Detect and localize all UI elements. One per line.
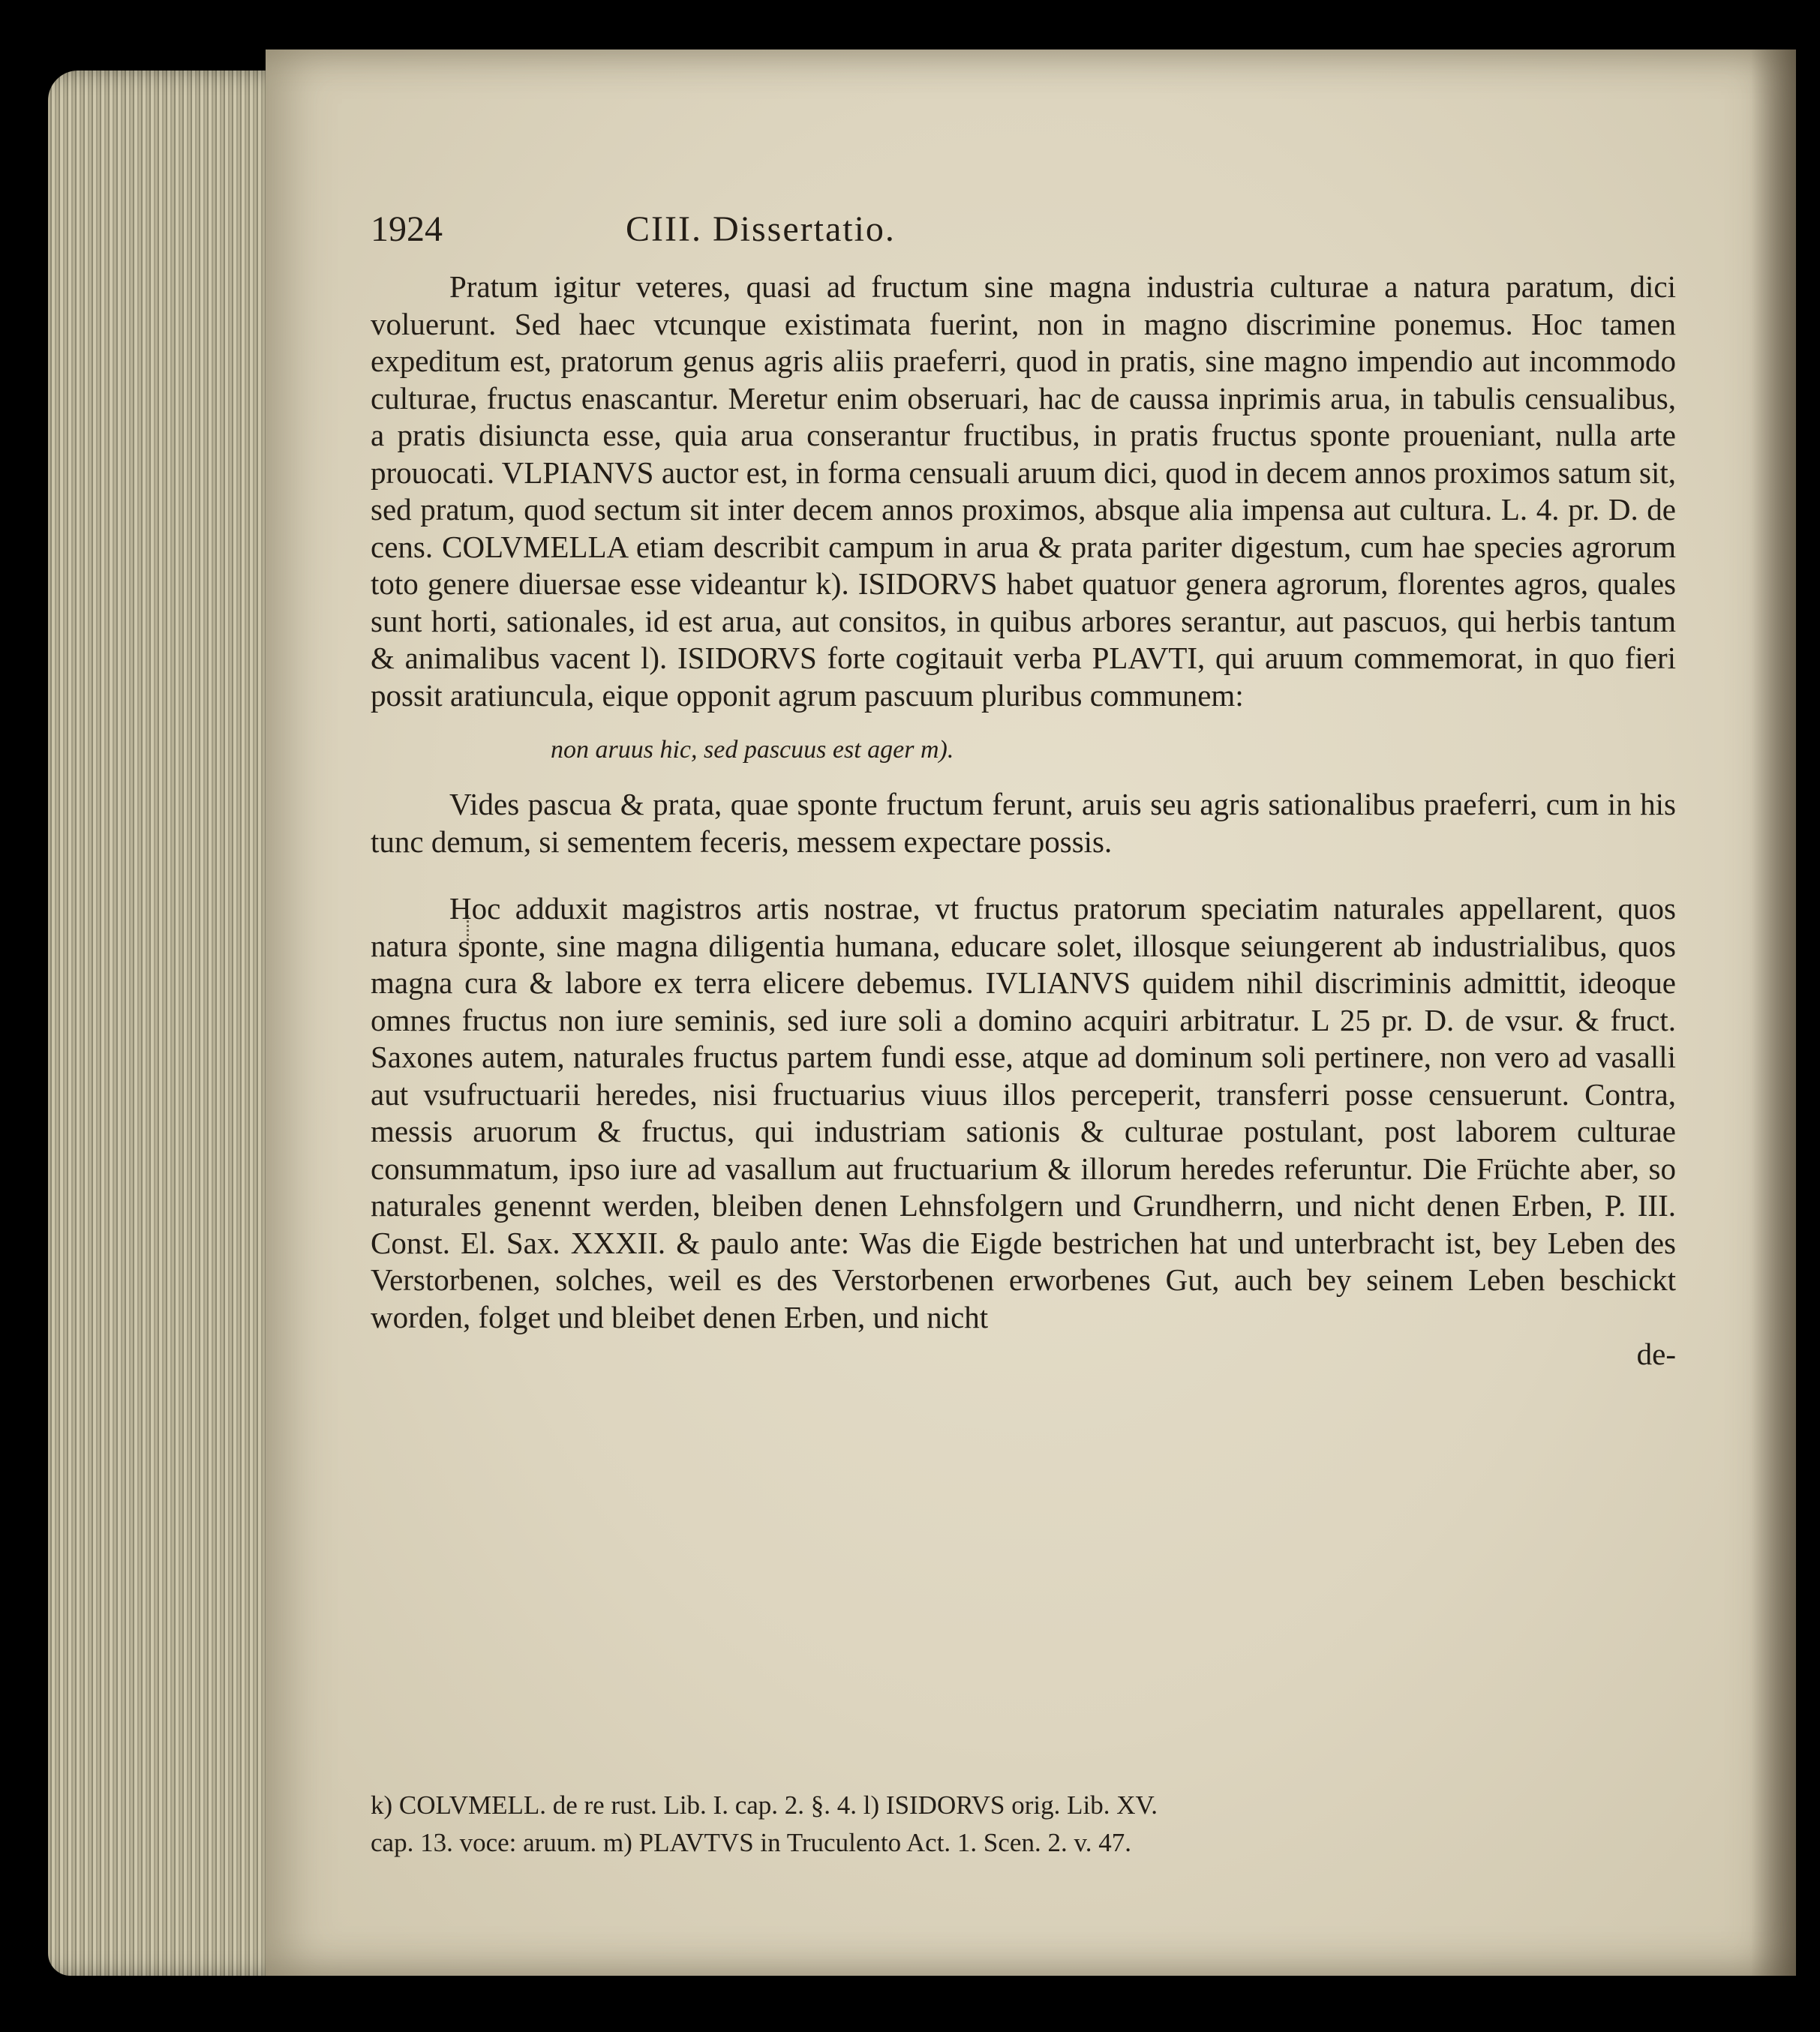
footnotes: [371, 1787, 1676, 1862]
page-text: [371, 209, 1676, 1373]
footnote-line-2: cap. 13. voce: aruum. m) PLAVTVS in Truculento Act. 1. Scen. 2. v. 47.: [371, 1828, 1131, 1857]
page-title: CIII. Dissertatio.: [626, 209, 896, 249]
page-number: 1924: [371, 209, 443, 249]
page-edges: [48, 71, 296, 1976]
running-header: [371, 209, 1676, 269]
gutter-shadow: [1751, 50, 1796, 1976]
catchword: de-: [1636, 1337, 1676, 1371]
footnote-line-1: k) COLVMELL. de re rust. Lib. I. cap. 2. §. 4. l) ISIDORVS orig. Lib. XV.: [371, 1790, 1158, 1820]
verse-quote: non aruus hic, sed pascuus est ager m).: [551, 736, 954, 764]
paragraph-2: Vides pascua & prata, quae sponte fructum ferunt, aruis seu agris sationalibus praeferri, cum in his tunc demum, si sementem feceris, messem expectare possis.: [371, 787, 1676, 859]
paragraph-1: Pratum igitur veteres, quasi ad fructum sine magna industria culturae a natura paratum, dici voluerunt. Sed haec vtcunque existimata fuerint, non in magno discrimine ponemus. Hoc tamen expeditum est, pratorum genus agris aliis praeferri, quod in pratis, sine magno impendio aut incommodo culturae, fructus enascantur. Meretur enim obseruari, hac de caussa inprimis arua, in tabulis censualibus, a pratis disiuncta esse, quia arua conserantur fructibus, in pratis fructus sponte proueniant, nulla arte prouocati. VLPIANVS auctor est, in forma censuali aruum dici, quod in decem annos proximos satum sit, sed pratum, quod sectum sit inter decem annos proximos, absque alia impensa aut cultura. L. 4. pr. D. de cens. COLVMELLA etiam describit campum in arua & prata pariter digestum, cum hae species agrorum toto genere diuersae esse videantur k). ISIDORVS habet quatuor genera agrorum, florentes agros, quales sunt horti, sationales, id est arua, aut consitos, in quibus arbores serantur, aut pascuos, qui herbis tantum & animalibus vacent l). ISIDORVS forte cogitauit verba PLAVTI, qui aruum commemorat, in quo fieri possit aratiuncula, eique opponit agrum pascuum pluribus communem:: [371, 269, 1676, 713]
paragraph-3: Hoc adduxit magistros artis nostrae, vt fructus pratorum speciatim naturales appellarent, quos natura sponte, sine magna diligentia humana, educare solet, illosque seiungerent ab industrialibus, quos magna cura & labore ex terra elicere debemus. IVLIANVS quidem nihil discriminis admittit, ideoque omnes fructus non iure seminis, sed iure soli a domino acquiri arbitratur. L 25 pr. D. de vsur. & fruct. Saxones autem, naturales fructus partem fundi esse, atque ad dominum soli pertinere, non vero ad vasalli aut vsufructuarii heredes, nisi fructuarius viuus illos perceperit, transferri posse censuerunt. Contra, messis aruorum & fructus, qui industriam sationis & culturae postulant, post laborem culturae consummatum, ipso iure ad vasallum aut fructuarium & illorum heredes referuntur. Die Früchte aber, so naturales genennt werden, bleiben denen Lehnsfolgern und Grundherrn, und nicht denen Erben, P. III. Const. El. Sax. XXXII. & paulo ante: Was die Eigde bestrichen hat und unterbracht ist, bey Leben des Verstorbenen, solches, weil es des Verstorbenen erworbenes Gut, auch bey seinem Leben beschickt worden, folget und bleibet denen Erben, und nicht: [371, 891, 1676, 1334]
